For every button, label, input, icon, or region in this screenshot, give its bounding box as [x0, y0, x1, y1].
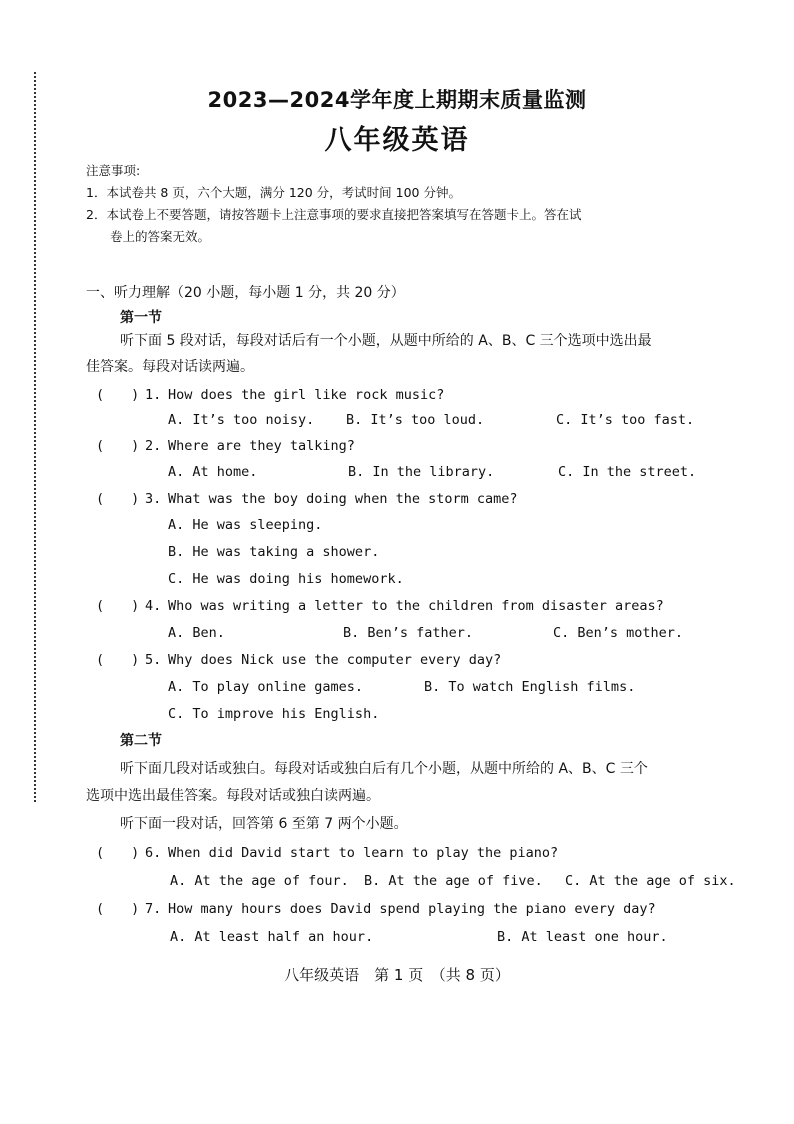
option-b: B. At least one hour.	[497, 929, 668, 945]
option-c: C. He was doing his homework.	[168, 571, 404, 587]
section2-title: 第二节	[120, 733, 162, 749]
section1-instruction-1: 听下面 5 段对话，每段对话后有一个小题，从题中所给的 A、B、C 三个选项中选出最	[120, 333, 652, 349]
question-number: 4.	[145, 598, 162, 614]
option-a: A. At the age of four.	[170, 873, 349, 889]
option-a: A. He was sleeping.	[168, 517, 323, 533]
answer-blank[interactable]: ( )	[96, 845, 140, 861]
option-a: A. Ben.	[168, 625, 225, 641]
option-a: A. To play online games.	[168, 679, 364, 695]
question-number: 1.	[145, 387, 162, 403]
option-b: B. At the age of five.	[364, 873, 543, 889]
option-b: B. Ben’s father.	[343, 625, 474, 641]
notes-item-1: 1．本试卷共 8 页，六个大题，满分 120 分，考试时间 100 分钟。	[86, 185, 461, 200]
answer-blank[interactable]: ( )	[96, 598, 140, 614]
question-text: How does the girl like rock music?	[168, 387, 445, 403]
question-number: 2.	[145, 438, 162, 454]
question-text: What was the boy doing when the storm came?	[168, 491, 518, 507]
question-text: When did David start to learn to play the piano?	[168, 845, 559, 861]
question-number: 5.	[145, 652, 162, 668]
answer-blank[interactable]: ( )	[96, 438, 140, 454]
page-footer: 八年级英语 第 1 页 （共 8 页）	[284, 966, 510, 984]
answer-blank[interactable]: ( )	[96, 652, 140, 668]
part1-heading: 一、听力理解（20 小题，每小题 1 分，共 20 分）	[86, 285, 405, 301]
notes-item-2: 2．本试卷上不要答题，请按答题卡上注意事项的要求直接把答案填写在答题卡上。答在试	[86, 207, 582, 222]
option-a: A. At least half an hour.	[170, 929, 374, 945]
question-text: Why does Nick use the computer every day?	[168, 652, 502, 668]
exam-subject: 八年级英语	[324, 125, 470, 156]
option-c: C. At the age of six.	[565, 873, 736, 889]
section2-instruction-1: 听下面几段对话或独白。每段对话或独白后有几个小题，从题中所给的 A、B、C 三个	[120, 761, 648, 777]
option-c: C. Ben’s mother.	[553, 625, 684, 641]
option-b: B. It’s too loud.	[346, 412, 485, 428]
question-text: Who was writing a letter to the children from disaster areas?	[168, 598, 664, 614]
answer-blank[interactable]: ( )	[96, 387, 140, 403]
answer-blank[interactable]: ( )	[96, 491, 140, 507]
option-a: A. At home.	[168, 464, 258, 480]
question-text: How many hours does David spend playing the piano every day?	[168, 901, 656, 917]
option-c: C. To improve his English.	[168, 706, 380, 722]
option-b: B. In the library.	[348, 464, 495, 480]
question-text: Where are they talking?	[168, 438, 355, 454]
option-c: C. It’s too fast.	[556, 412, 695, 428]
option-a: A. It’s too noisy.	[168, 412, 315, 428]
option-b: B. He was taking a shower.	[168, 544, 380, 560]
section2-sub-instruction: 听下面一段对话，回答第 6 至第 7 两个小题。	[120, 816, 408, 832]
notes-item-2-cont: 卷上的答案无效。	[110, 229, 211, 244]
section1-title: 第一节	[120, 310, 162, 326]
section1-instruction-2: 佳答案。每段对话读两遍。	[86, 359, 254, 375]
binding-dotted-line	[34, 72, 36, 802]
notes-heading: 注意事项:	[86, 163, 141, 178]
exam-title: 2023—2024学年度上期期末质量监测	[207, 88, 587, 112]
question-number: 6.	[145, 845, 162, 861]
section2-instruction-2: 选项中选出最佳答案。每段对话或独白读两遍。	[86, 788, 380, 804]
option-c: C. In the street.	[558, 464, 697, 480]
option-b: B. To watch English films.	[424, 679, 636, 695]
question-number: 3.	[145, 491, 162, 507]
answer-blank[interactable]: ( )	[96, 901, 140, 917]
question-number: 7.	[145, 901, 162, 917]
